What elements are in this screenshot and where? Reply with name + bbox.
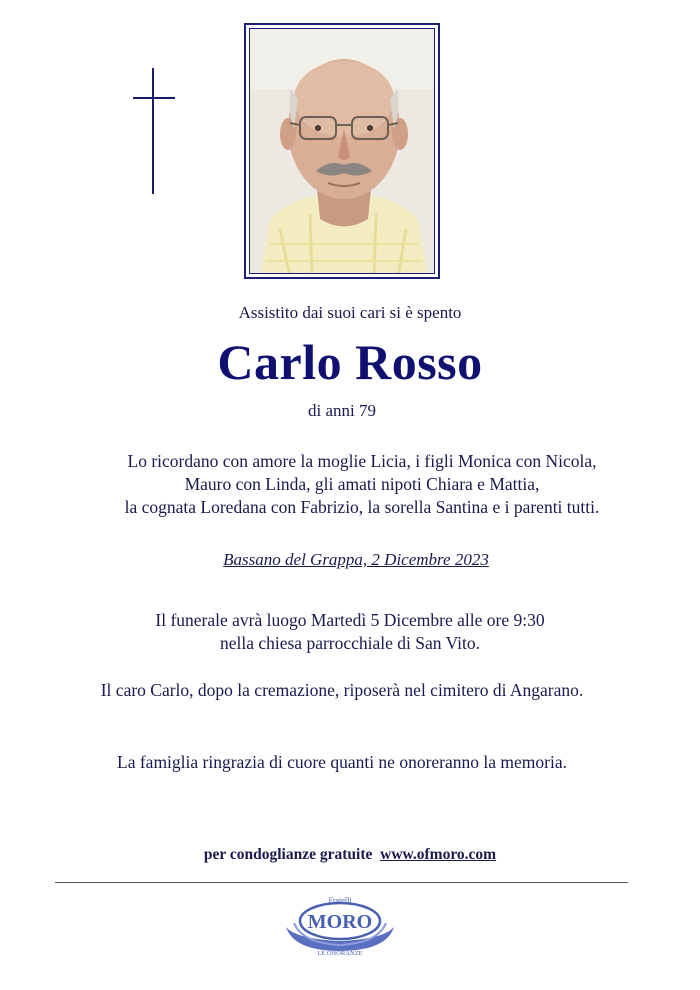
footer-divider xyxy=(55,882,628,883)
deceased-name: Carlo Rosso xyxy=(217,334,483,390)
cross-icon xyxy=(152,68,154,194)
family-line: Lo ricordano con amore la moglie Licia, i figli Monica con Nicola, xyxy=(127,451,597,471)
family-line: Mauro con Linda, gli amati nipoti Chiara e Mattia, xyxy=(184,474,540,494)
portrait-photo xyxy=(249,28,435,274)
cross-icon-bar xyxy=(133,97,175,99)
logo-main-text: MORO xyxy=(307,911,373,933)
condolences-label: per condoglianze gratuite xyxy=(203,846,373,863)
condolences-link[interactable]: www.ofmoro.com xyxy=(380,846,497,863)
burial-text: Il caro Carlo, dopo la cremazione, riposerà nel cimitero di Angarano. xyxy=(100,680,584,700)
condolences-line xyxy=(0,846,700,864)
place-date: Bassano del Grappa, 2 Dicembre 2023 xyxy=(223,550,489,569)
funeral-paragraph xyxy=(0,609,700,655)
funeral-line: Il funerale avrà luogo Martedì 5 Dicembre alle ore 9:30 xyxy=(155,610,545,630)
logo-top-text: Fratelli xyxy=(328,896,352,905)
family-line: la cognata Loredana con Fabrizio, la sorella Santina e i parenti tutti. xyxy=(124,497,600,517)
age-text: di anni 79 xyxy=(308,401,376,420)
portrait-illustration xyxy=(250,29,435,274)
family-paragraph xyxy=(12,450,700,519)
moro-logo xyxy=(280,893,400,957)
logo-bottom-text: LE ONORANZE xyxy=(317,950,363,957)
portrait-photo-frame xyxy=(244,23,440,279)
thanks-text: La famiglia ringrazia di cuore quanti ne onoreranno la memoria. xyxy=(117,752,567,772)
funeral-line: nella chiesa parrocchiale di San Vito. xyxy=(219,633,481,653)
intro-text: Assistito dai suoi cari si è spento xyxy=(238,303,462,322)
